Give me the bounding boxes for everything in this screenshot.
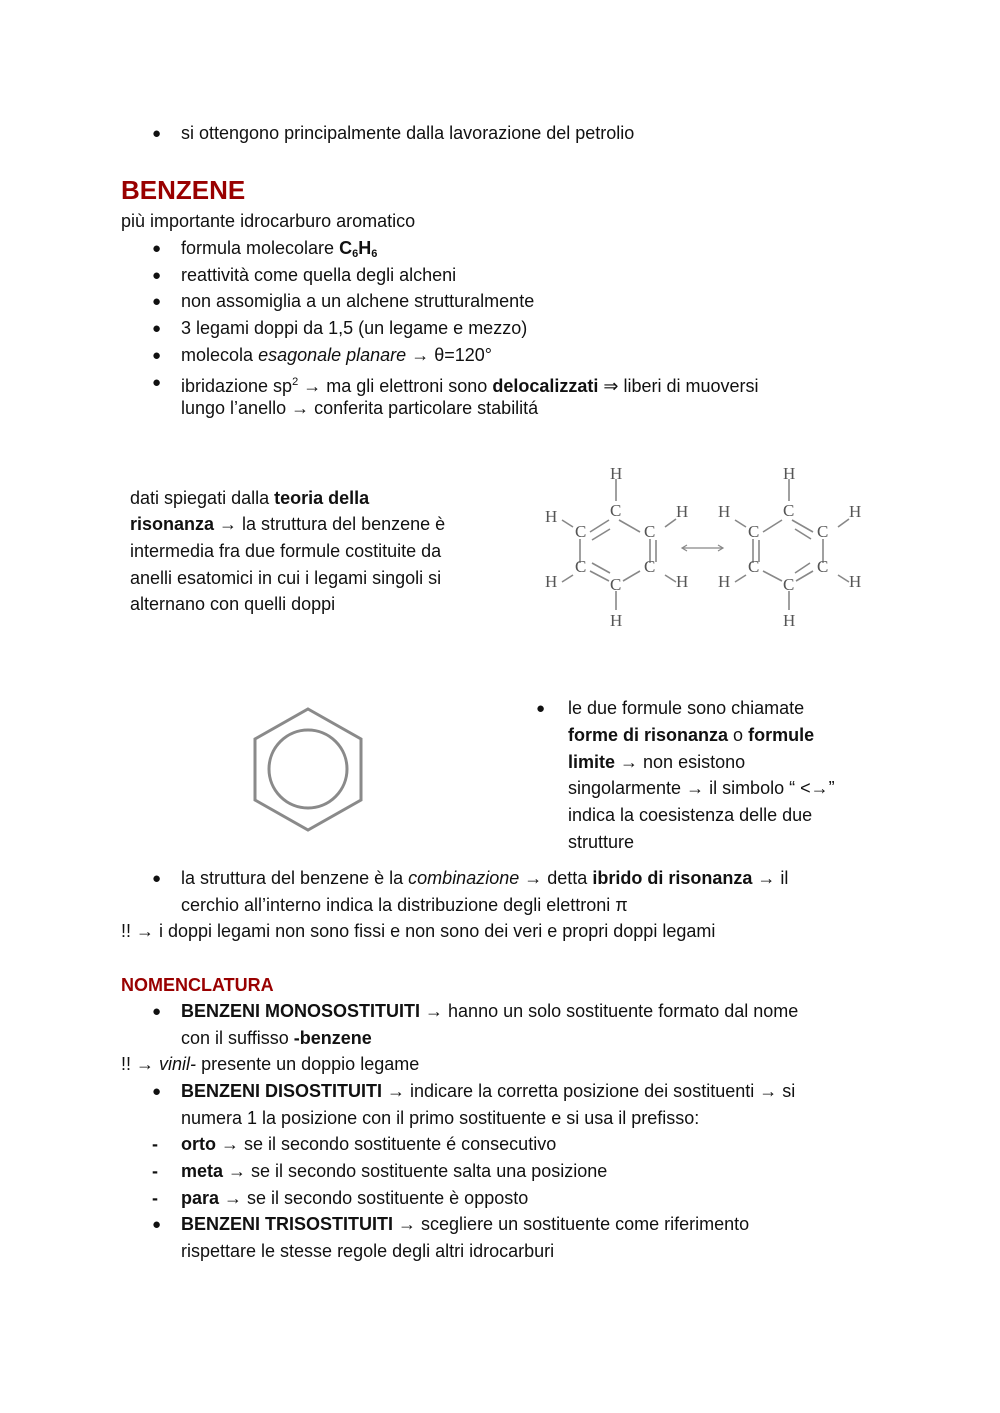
bonds-bullet: 3 legami doppi da 1,5 (un legame e mezzo) bbox=[181, 318, 528, 338]
di-line2: numera 1 la posizione con il primo sostituente e si usa il prefisso: bbox=[181, 1108, 700, 1128]
resonance-arrow bbox=[682, 545, 723, 551]
resonance-line3: intermedia fra due formule costituite da bbox=[130, 541, 442, 561]
atom-h: H bbox=[545, 507, 558, 526]
resonance-l2-post: → la struttura del benzene è bbox=[219, 514, 446, 534]
resonance-l2-bold: risonanza bbox=[130, 514, 215, 534]
di-bold: BENZENI DISOSTITUITI bbox=[181, 1081, 383, 1101]
mono-bold: BENZENI MONOSOSTITUITI bbox=[181, 1001, 421, 1021]
vinil-post: presente un doppio legame bbox=[201, 1054, 420, 1074]
bullet-icon: ● bbox=[536, 700, 546, 717]
benzene-hybrid-ring-diagram bbox=[248, 704, 368, 834]
molecule-bullet bbox=[181, 342, 492, 368]
section-title-nomenclatura: NOMENCLATURA bbox=[121, 975, 274, 995]
limit-forms-l3-bold: limite bbox=[568, 752, 616, 772]
atom-c: C bbox=[817, 522, 829, 541]
dash-marker: - bbox=[152, 1161, 158, 1181]
bullet-icon: ● bbox=[152, 347, 162, 364]
atom-c: C bbox=[644, 557, 656, 576]
tri-bold: BENZENI TRISOSTITUITI bbox=[181, 1214, 394, 1234]
dash-marker: - bbox=[152, 1188, 158, 1208]
limit-forms-line2 bbox=[568, 722, 814, 748]
hybrid-bullet-mid: → detta bbox=[524, 868, 588, 888]
mono-post: → hanno un solo sostituente formato dal nome bbox=[425, 1001, 799, 1021]
mono-line2 bbox=[181, 1025, 372, 1051]
para-item bbox=[181, 1185, 528, 1211]
limit-forms-line4: singolarmente → il simbolo “ <→” bbox=[568, 778, 835, 798]
limit-forms-line6: strutture bbox=[568, 832, 635, 852]
hybrid-bullet bbox=[181, 865, 788, 891]
orto-item bbox=[181, 1131, 556, 1157]
di-bullet bbox=[181, 1078, 795, 1104]
orto-post: → se il secondo sostituente é consecutivo bbox=[221, 1134, 557, 1154]
hybrid-sup: 2 bbox=[292, 376, 299, 388]
di-post: → indicare la corretta posizione dei sostituenti → si bbox=[387, 1081, 796, 1101]
vinil-italic: vinil- bbox=[159, 1054, 197, 1074]
atom-c: C bbox=[575, 557, 587, 576]
molecule-post: → θ=120° bbox=[411, 345, 492, 365]
hybrid-mid: → ma gli elettroni sono bbox=[303, 376, 488, 396]
atom-c: C bbox=[783, 501, 795, 520]
hybrid-bullet-bold: ibrido di risonanza bbox=[592, 868, 753, 888]
formula-c: C bbox=[339, 238, 353, 258]
kekule-structures-diagram bbox=[530, 455, 880, 640]
molecule-pre: molecola bbox=[181, 345, 254, 365]
limit-forms-line5: indica la coesistenza delle due bbox=[568, 805, 813, 825]
hybrid-bold: delocalizzati bbox=[492, 376, 599, 396]
intro-bullet-text: si ottengono principalmente dalla lavorazione del petrolio bbox=[181, 123, 635, 143]
limit-forms-line3 bbox=[568, 749, 745, 775]
delocalized-circle-shape bbox=[269, 730, 347, 808]
hybrid-bullet-italic: combinazione bbox=[408, 868, 520, 888]
vinil-note bbox=[121, 1051, 419, 1077]
atom-c: C bbox=[748, 557, 760, 576]
hexagon-shape bbox=[255, 709, 361, 830]
atom-c: C bbox=[783, 575, 795, 594]
section-title-benzene: BENZENE bbox=[121, 175, 246, 205]
reactivity-bullet: reattività come quella degli alcheni bbox=[181, 265, 457, 285]
para-post: → se il secondo sostituente è opposto bbox=[224, 1188, 529, 1208]
atom-c: C bbox=[610, 501, 622, 520]
atom-c: C bbox=[748, 522, 760, 541]
formula-c-sub: 6 bbox=[352, 248, 359, 260]
atom-c: C bbox=[817, 557, 829, 576]
limit-forms-l2-mid: o bbox=[733, 725, 744, 745]
atom-c: C bbox=[610, 575, 622, 594]
limit-forms-line1: le due formule sono chiamate bbox=[568, 698, 805, 718]
bullet-icon: ● bbox=[152, 293, 162, 310]
bullet-icon: ● bbox=[152, 1216, 162, 1233]
meta-item bbox=[181, 1158, 607, 1184]
atom-h: H bbox=[718, 572, 731, 591]
vinil-pre: !! → bbox=[121, 1054, 155, 1074]
para-bold: para bbox=[181, 1188, 220, 1208]
atom-h: H bbox=[783, 464, 796, 483]
atom-c: C bbox=[644, 522, 656, 541]
hybrid-post: ⇒ liberi di muoversi bbox=[603, 376, 759, 396]
resonance-line4: anelli esatomici in cui i legami singoli si bbox=[130, 568, 442, 588]
meta-post: → se il secondo sostituente salta una posizione bbox=[228, 1161, 608, 1181]
bullet-icon: ● bbox=[152, 125, 162, 142]
hybridization-line2: lungo l’anello → conferita particolare stabilitá bbox=[181, 398, 539, 418]
atom-h: H bbox=[545, 572, 558, 591]
formula-h: H bbox=[358, 238, 372, 258]
bullet-icon: ● bbox=[152, 1083, 162, 1100]
atom-h: H bbox=[610, 611, 623, 630]
tri-bullet bbox=[181, 1211, 749, 1237]
resonance-line2 bbox=[130, 511, 445, 537]
orto-bold: orto bbox=[181, 1134, 216, 1154]
note-double-bonds: !! → i doppi legami non sono fissi e non sono dei veri e propri doppi legami bbox=[121, 921, 716, 941]
bullet-icon: ● bbox=[152, 870, 162, 887]
resonance-line1 bbox=[130, 485, 369, 511]
atom-c: C bbox=[575, 522, 587, 541]
formula-label: formula molecolare bbox=[181, 238, 335, 258]
bullet-icon: ● bbox=[152, 240, 162, 257]
bullet-icon: ● bbox=[152, 1003, 162, 1020]
limit-forms-l2-bold2: formule bbox=[748, 725, 815, 745]
bullet-icon: ● bbox=[152, 267, 162, 284]
dash-marker: - bbox=[152, 1134, 158, 1154]
atom-h: H bbox=[610, 464, 623, 483]
resonance-line5: alternano con quelli doppi bbox=[130, 594, 336, 614]
meta-bold: meta bbox=[181, 1161, 224, 1181]
hybrid-bullet-line2: cerchio all’interno indica la distribuzione degli elettroni π bbox=[181, 895, 628, 915]
hybrid-bullet-post: → il bbox=[757, 868, 789, 888]
hybrid-pre: ibridazione sp bbox=[181, 376, 293, 396]
atom-h: H bbox=[718, 502, 731, 521]
hybrid-bullet-pre: la struttura del benzene è la bbox=[181, 868, 404, 888]
resonance-l1-bold: teoria della bbox=[274, 488, 370, 508]
structure-bullet: non assomiglia a un alchene strutturalmente bbox=[181, 291, 535, 311]
formula-h-sub: 6 bbox=[371, 248, 378, 260]
benzene-subtitle: più importante idrocarburo aromatico bbox=[121, 211, 416, 231]
mono-line2-bold: -benzene bbox=[293, 1028, 372, 1048]
atom-h: H bbox=[676, 502, 689, 521]
limit-forms-l3-post: → non esistono bbox=[620, 752, 746, 772]
limit-forms-l2-bold1: forme di risonanza bbox=[568, 725, 729, 745]
atom-h: H bbox=[849, 572, 862, 591]
resonance-l1-pre: dati spiegati dalla bbox=[130, 488, 270, 508]
atom-h: H bbox=[849, 502, 862, 521]
atom-h: H bbox=[676, 572, 689, 591]
atom-h: H bbox=[783, 611, 796, 630]
bullet-icon: ● bbox=[152, 320, 162, 337]
mono-bullet bbox=[181, 998, 798, 1024]
tri-line2: rispettare le stesse regole degli altri idrocarburi bbox=[181, 1241, 555, 1261]
bullet-icon: ● bbox=[152, 374, 162, 391]
mono-line2-pre: con il suffisso bbox=[181, 1028, 289, 1048]
molecule-italic: esagonale planare bbox=[258, 345, 407, 365]
tri-post: → scegliere un sostituente come riferimento bbox=[398, 1214, 750, 1234]
